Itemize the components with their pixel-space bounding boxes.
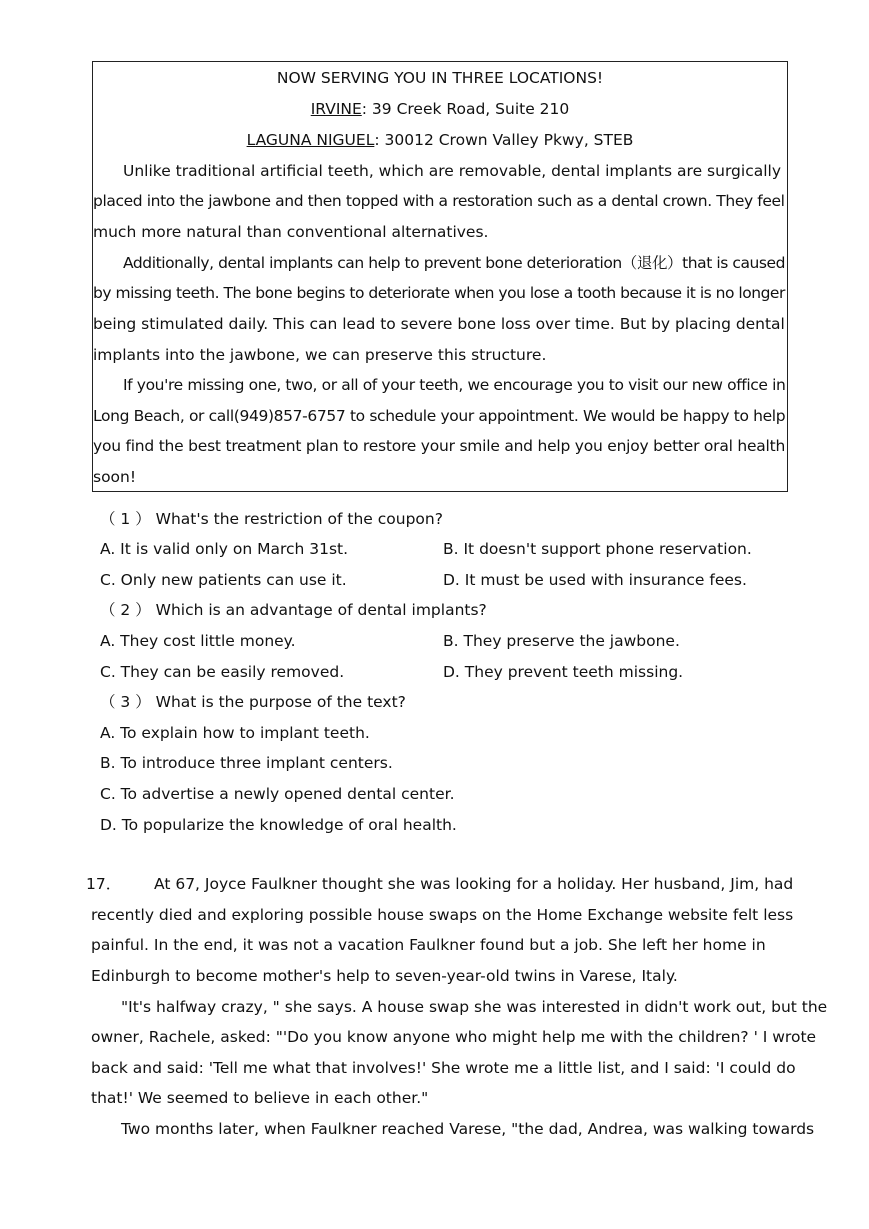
option-d: D. They prevent teeth missing. xyxy=(443,663,684,681)
ad-text-line: much more natural than conventional alternatives. xyxy=(93,223,489,241)
location-address: : 30012 Crown Valley Pkwy, STEB xyxy=(374,131,634,149)
passage-line: recently died and exploring possible house swaps on the Home Exchange website felt less xyxy=(91,906,794,924)
option-c: C. They can be easily removed. xyxy=(100,663,345,681)
option-d: D. To popularize the knowledge of oral health. xyxy=(100,816,457,834)
location-irvine xyxy=(93,99,787,119)
option-a: A. It is valid only on March 31st. xyxy=(100,540,349,558)
ad-text-line: soon! xyxy=(93,468,137,486)
option-c: C. To advertise a newly opened dental center. xyxy=(100,785,455,803)
question-stem: （ 3 ） What is the purpose of the text? xyxy=(100,693,406,711)
ad-heading: NOW SERVING YOU IN THREE LOCATIONS! xyxy=(276,69,604,87)
option-a: A. They cost little money. xyxy=(100,632,296,650)
ad-text-line: implants into the jawbone, we can preserve this structure. xyxy=(93,346,547,364)
location-name: LAGUNA NIGUEL xyxy=(246,131,375,149)
option-b: B. They preserve the jawbone. xyxy=(443,632,680,650)
option-c: C. Only new patients can use it. xyxy=(100,571,347,589)
passage-line: that!' We seemed to believe in each other." xyxy=(91,1089,429,1107)
ad-text-line: Additionally, dental implants can help to prevent bone deterioration（退化）that is caused xyxy=(123,254,786,272)
passage-line: painful. In the end, it was not a vacation Faulkner found but a job. She left her home in xyxy=(91,936,766,954)
option-b: B. To introduce three implant centers. xyxy=(100,754,393,772)
question-number: 17． xyxy=(86,875,122,893)
passage-line: At 67, Joyce Faulkner thought she was looking for a holiday. Her husband, Jim, had xyxy=(154,875,794,893)
location-name: IRVINE xyxy=(310,100,362,118)
ad-text-line: Long Beach, or call(949)857-6757 to schedule your appointment. We would be happy to help xyxy=(93,407,786,425)
passage-line: owner, Rachele, asked: "'Do you know anyone who might help me with the children? ' I wrote xyxy=(91,1028,817,1046)
location-laguna-niguel xyxy=(93,130,787,150)
option-d: D. It must be used with insurance fees. xyxy=(443,571,747,589)
question-stem: （ 1 ） What's the restriction of the coupon? xyxy=(100,510,443,528)
advertisement-box xyxy=(92,61,788,492)
location-address: : 39 Creek Road, Suite 210 xyxy=(361,100,570,118)
ad-text-line: placed into the jawbone and then topped with a restoration such as a dental crown. They feel xyxy=(93,192,785,210)
ad-text-line: Unlike traditional artificial teeth, which are removable, dental implants are surgically xyxy=(123,162,782,180)
option-a: A. To explain how to implant teeth. xyxy=(100,724,370,742)
ad-text-line: you find the best treatment plan to restore your smile and help you enjoy better oral health xyxy=(93,437,786,455)
passage-line: Edinburgh to become mother's help to seven-year-old twins in Varese, Italy. xyxy=(91,967,678,985)
ad-text-line: being stimulated daily. This can lead to severe bone loss over time. But by placing dental xyxy=(93,315,785,333)
passage-line: back and said: 'Tell me what that involves!' She wrote me a little list, and I said: 'I could do xyxy=(91,1059,796,1077)
ad-text-line: by missing teeth. The bone begins to deteriorate when you lose a tooth because it is no longer xyxy=(93,284,785,302)
ad-text-line: If you're missing one, two, or all of your teeth, we encourage you to visit our new office in xyxy=(123,376,786,394)
question-stem: （ 2 ） Which is an advantage of dental implants? xyxy=(100,601,487,619)
passage-line: "It's halfway crazy, " she says. A house swap she was interested in didn't work out, but the xyxy=(121,998,828,1016)
passage-line: Two months later, when Faulkner reached Varese, "the dad, Andrea, was walking towards xyxy=(121,1120,815,1138)
option-b: B. It doesn't support phone reservation. xyxy=(443,540,752,558)
